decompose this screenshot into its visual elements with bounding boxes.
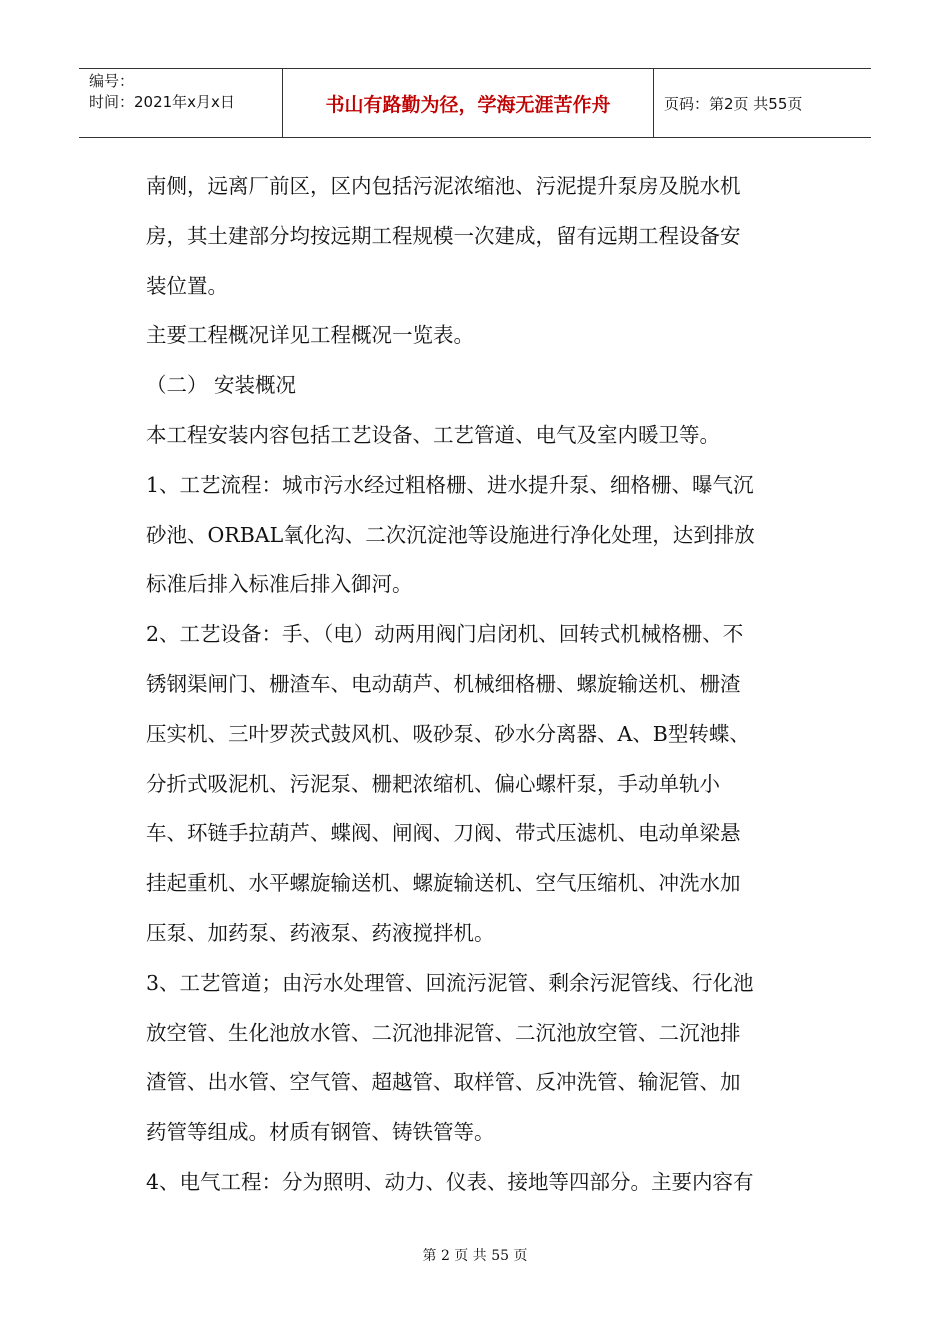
body-line: 砂池、ORBAL氧化沟、二次沉淀池等设施进行净化处理，达到排放 — [146, 522, 755, 547]
body-line: 锈钢渠闸门、栅渣车、电动葫芦、机械细格栅、螺旋输送机、栅渣 — [146, 671, 741, 696]
header-meta — [79, 69, 283, 137]
body-line: 标准后排入标准后排入御河。 — [146, 572, 413, 597]
body-line: 分折式吸泥机、污泥泵、栅耙浓缩机、偏心螺杆泵，手动单轨小 — [146, 771, 720, 796]
header-page-info: 页码：第2页 共55页 — [664, 94, 803, 113]
body-line: 4、电气工程：分为照明、动力、仪表、接地等四部分。主要内容有 — [146, 1169, 754, 1194]
body-line: 房，其土建部分均按远期工程规模一次建成，留有远期工程设备安 — [146, 223, 741, 248]
body-line: 压泵、加药泵、药液泵、药液搅拌机。 — [146, 920, 495, 945]
header-motto: 书山有路勤为径，学海无涯苦作舟 — [283, 69, 654, 137]
page-footer: 第 2 页 共 55 页 — [422, 1248, 528, 1264]
body-line: 渣管、出水管、空气管、超越管、取样管、反冲洗管、输泥管、加 — [146, 1070, 741, 1095]
body-line: 压实机、三叶罗茨式鼓风机、吸砂泵、砂水分离器、A、B型转蝶、 — [146, 721, 750, 746]
page-header — [79, 68, 871, 138]
section-heading: （二） 安装概况 — [146, 373, 297, 398]
body-line: 南侧，远离厂前区，区内包括污泥浓缩池、污泥提升泵房及脱水机 — [146, 174, 741, 198]
document-body — [146, 162, 810, 1208]
body-line: 1、工艺流程：城市污水经过粗格栅、进水提升泵、细格栅、曝气沉 — [146, 472, 754, 497]
body-line: 3、工艺管道；由污水处理管、回流污泥管、剩余污泥管线、行化池 — [146, 970, 754, 995]
body-line: 药管等组成。材质有钢管、铸铁管等。 — [146, 1120, 495, 1145]
document-number-label: 编号： — [89, 72, 135, 90]
body-line: 本工程安装内容包括工艺设备、工艺管道、电气及室内暖卫等。 — [146, 422, 720, 447]
body-line: 车、环链手拉葫芦、蝶阀、闸阀、刀阀、带式压滤机、电动单梁悬 — [146, 821, 741, 846]
body-line: 放空管、生化池放水管、二沉池排泥管、二沉池放空管、二沉池排 — [146, 1020, 741, 1045]
body-line: 挂起重机、水平螺旋输送机、螺旋输送机、空气压缩机、冲洗水加 — [146, 871, 741, 896]
body-line: 2、工艺设备：手、（电）动两用阀门启闭机、回转式机械格栅、不 — [146, 622, 744, 647]
body-line: 主要工程概况详见工程概况一览表。 — [146, 323, 474, 348]
body-line: 装位置。 — [146, 273, 228, 298]
document-date: 时间：2021年x月x日 — [89, 93, 235, 111]
